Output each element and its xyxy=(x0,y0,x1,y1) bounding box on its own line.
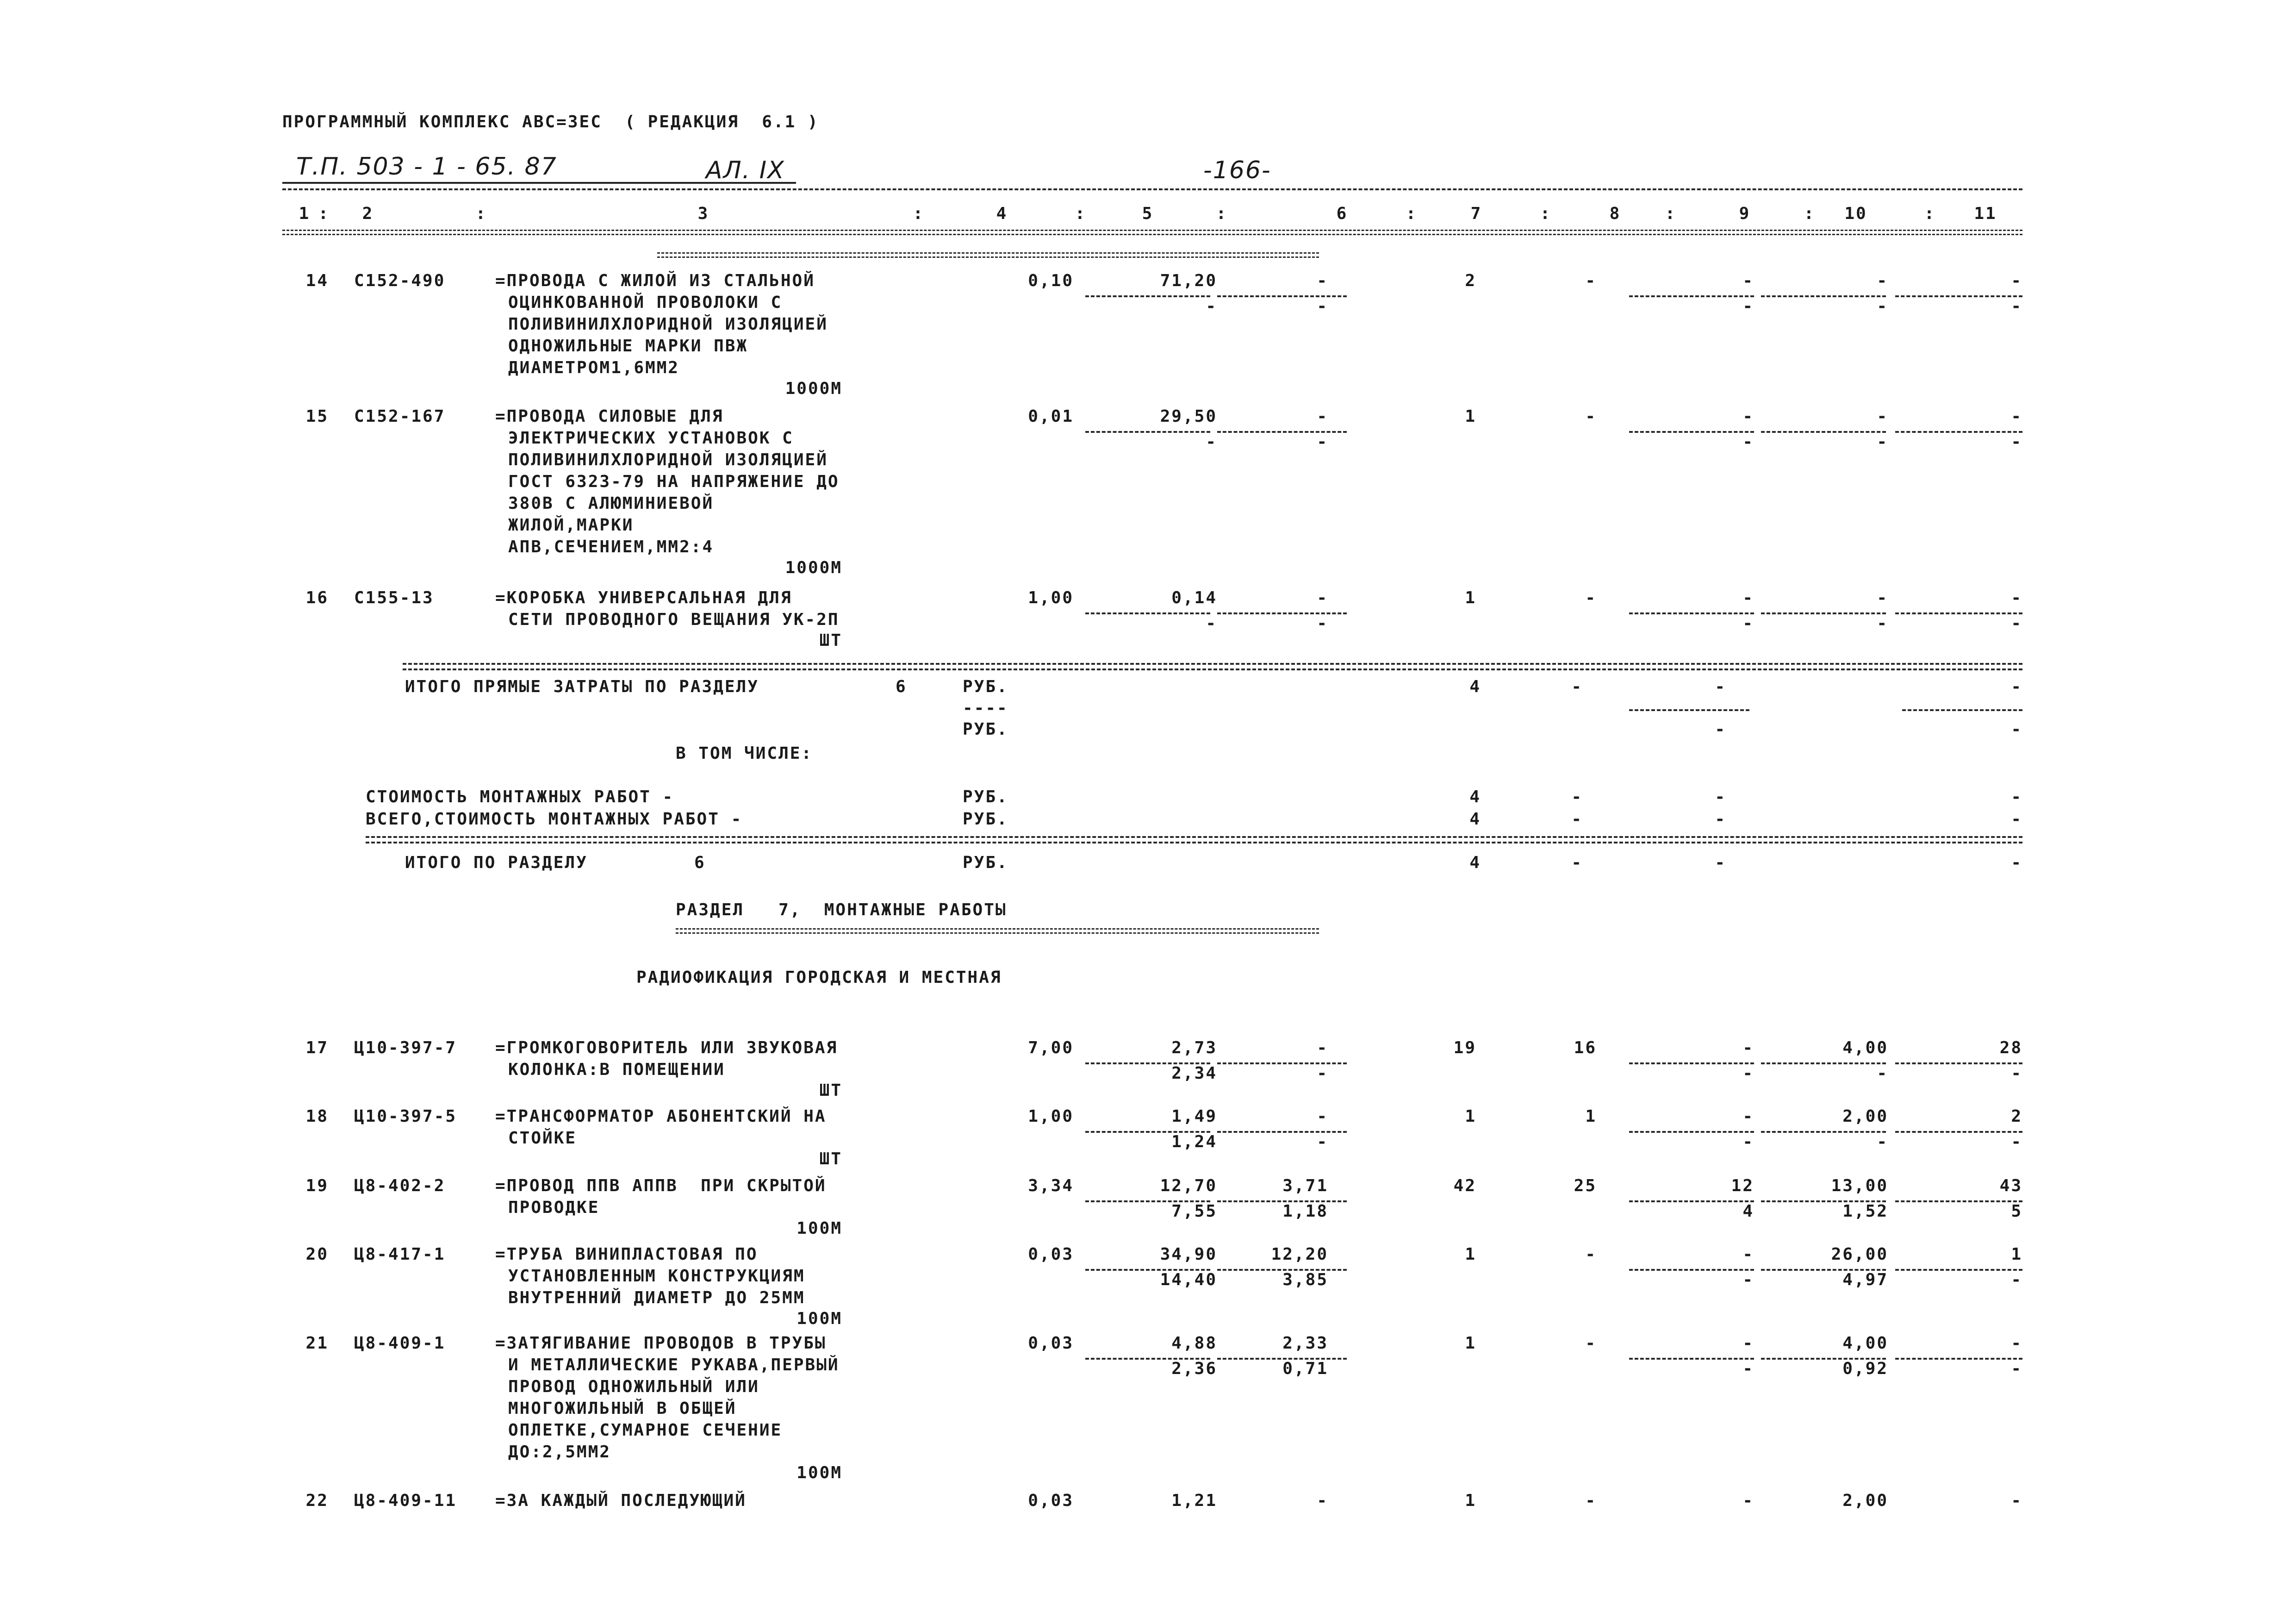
row-labor-machine-total: - xyxy=(2011,1132,2022,1151)
row-total-cost: 1 xyxy=(1465,1245,1476,1264)
row-labor-machine-total: - xyxy=(2011,1359,2022,1378)
direct-costs-c7: 4 xyxy=(1469,677,1481,696)
row-unit: ШТ xyxy=(819,1081,842,1100)
column-header-cell: : xyxy=(318,204,330,223)
row-unit-price-wage: - xyxy=(1206,432,1217,451)
column-header-rule xyxy=(282,230,2022,235)
section-total-c11: - xyxy=(2011,853,2022,872)
install-cost-c9: - xyxy=(1715,787,1726,806)
row-description-line: =ПРОВОДА С ЖИЛОЙ ИЗ СТАЛЬНОЙ xyxy=(495,271,815,290)
row-wage-total: 25 xyxy=(1574,1176,1597,1195)
direct-costs-c11-rule xyxy=(1902,709,2022,711)
row-code: Ц8-402-2 xyxy=(354,1176,446,1195)
column-header-cell: : xyxy=(475,204,487,223)
row-labor-machine-total: - xyxy=(2011,614,2022,633)
row-labor-total: - xyxy=(2011,271,2022,290)
row-labor-unit: - xyxy=(1877,588,1888,607)
total-install-c11: - xyxy=(2011,810,2022,829)
row-description-line: 380В С АЛЮМИНИЕВОЙ xyxy=(508,494,714,513)
row-description-line: =ЗАТЯГИВАНИЕ ПРОВОДОВ В ТРУБЫ xyxy=(495,1334,827,1353)
row-unit-price-wage: 14,40 xyxy=(1160,1270,1217,1289)
row-description-line: ПРОВОДКЕ xyxy=(508,1198,600,1217)
column-header-cell: : xyxy=(1665,204,1677,223)
row-labor-unit: 2,00 xyxy=(1842,1107,1888,1126)
row-description-line: ГОСТ 6323-79 НА НАПРЯЖЕНИЕ ДО xyxy=(508,472,840,491)
row-description-line: ОЦИНКОВАННОЙ ПРОВОЛОКИ С xyxy=(508,293,783,312)
direct-costs-c9b: - xyxy=(1715,720,1726,739)
direct-costs-section: 6 xyxy=(896,677,907,696)
column-header-cell: : xyxy=(1406,204,1418,223)
column-header-cell: 3 xyxy=(697,204,709,223)
page-number: -166- xyxy=(1203,156,1271,184)
direct-costs-rub-2: РУБ. xyxy=(963,720,1008,739)
row-code: С152-490 xyxy=(354,271,446,290)
row-total-cost: 42 xyxy=(1453,1176,1476,1195)
row-labor-unit: 4,00 xyxy=(1842,1038,1888,1057)
row-quantity: 0,03 xyxy=(1028,1334,1074,1353)
row-wage-price-machine: - xyxy=(1317,297,1328,316)
row-description-line: ПРОВОД ОДНОЖИЛЬНЫЙ ИЛИ xyxy=(508,1377,759,1396)
row-quantity: 0,10 xyxy=(1028,271,1074,290)
row-wage-price: 2,33 xyxy=(1282,1334,1328,1353)
row-machine-cost: - xyxy=(1742,1245,1754,1264)
column-header-cell: 6 xyxy=(1336,204,1348,223)
row-code: Ц8-417-1 xyxy=(354,1245,446,1264)
row-labor-unit: 4,00 xyxy=(1842,1334,1888,1353)
row-machine-cost: - xyxy=(1742,1491,1754,1510)
section-7-title: РАЗДЕЛ 7, МОНТАЖНЫЕ РАБОТЫ xyxy=(676,900,1007,919)
row-total-cost: 2 xyxy=(1465,271,1476,290)
row-number: 18 xyxy=(305,1107,329,1126)
row-unit: ШТ xyxy=(819,631,842,650)
doc-code-underline xyxy=(282,182,796,184)
row-wage-price: - xyxy=(1317,407,1328,426)
total-install-rub: РУБ. xyxy=(963,810,1008,829)
direct-costs-c8: - xyxy=(1571,677,1583,696)
row-labor-machine-total: - xyxy=(2011,1064,2022,1083)
row-code: С152-167 xyxy=(354,407,446,426)
row-total-cost: 1 xyxy=(1465,1107,1476,1126)
row-unit-price-wage: - xyxy=(1206,614,1217,633)
install-cost-rub: РУБ. xyxy=(963,787,1008,806)
row-wage-price-machine: - xyxy=(1317,1064,1328,1083)
row-unit-price-wage: 2,34 xyxy=(1171,1064,1217,1083)
row-wage-total: - xyxy=(1585,407,1597,426)
column-header-cell: : xyxy=(1075,204,1087,223)
row-machine-wage: - xyxy=(1742,614,1754,633)
row-wage-price: 12,20 xyxy=(1271,1245,1328,1264)
row-description-line: =ПРОВОД ППВ АППВ ПРИ СКРЫТОЙ xyxy=(495,1176,827,1195)
row-labor-total: - xyxy=(2011,1491,2022,1510)
row-machine-wage: - xyxy=(1742,432,1754,451)
row-total-cost: 1 xyxy=(1465,407,1476,426)
section-total-c8: - xyxy=(1571,853,1583,872)
row-total-cost: 1 xyxy=(1465,588,1476,607)
row-machine-cost: - xyxy=(1742,588,1754,607)
row-unit-price-wage: - xyxy=(1206,297,1217,316)
row-labor-total: - xyxy=(2011,588,2022,607)
row-unit-price: 2,73 xyxy=(1171,1038,1217,1057)
row-quantity: 0,01 xyxy=(1028,407,1074,426)
section-total-rule-2 xyxy=(366,842,2022,843)
row-wage-total: - xyxy=(1585,588,1597,607)
row-unit-price: 29,50 xyxy=(1160,407,1217,426)
row-description-line: =ТРАНСФОРМАТОР АБОНЕНТСКИЙ НА xyxy=(495,1107,827,1126)
direct-costs-rub-dash: ---- xyxy=(963,699,1008,718)
row-quantity: 0,03 xyxy=(1028,1245,1074,1264)
row-unit: 1000М xyxy=(785,379,842,398)
row-wage-total: - xyxy=(1585,1245,1597,1264)
row-unit: 100М xyxy=(796,1219,842,1238)
row-labor-machine-total: - xyxy=(2011,1270,2022,1289)
direct-costs-c9-rule xyxy=(1629,709,1749,711)
column-header-cell: 10 xyxy=(1844,204,1867,223)
row-number: 19 xyxy=(305,1176,329,1195)
row-total-cost: 1 xyxy=(1465,1491,1476,1510)
install-cost-c11: - xyxy=(2011,787,2022,806)
column-header-cell: : xyxy=(913,204,925,223)
row-labor-total: - xyxy=(2011,407,2022,426)
row-number: 20 xyxy=(305,1245,329,1264)
row-number: 16 xyxy=(305,588,329,607)
row-labor-unit: 13,00 xyxy=(1831,1176,1888,1195)
row-description-line: УСТАНОВЛЕННЫМ КОНСТРУКЦИЯМ xyxy=(508,1267,805,1286)
section-total-rub: РУБ. xyxy=(963,853,1008,872)
row-labor-unit: 26,00 xyxy=(1831,1245,1888,1264)
row-machine-cost: 12 xyxy=(1731,1176,1754,1195)
row-labor-unit: - xyxy=(1877,271,1888,290)
table-top-rule xyxy=(282,188,2022,190)
row-number: 17 xyxy=(305,1038,329,1057)
column-header-cell: : xyxy=(1216,204,1228,223)
install-cost-c7: 4 xyxy=(1469,787,1481,806)
row-quantity: 1,00 xyxy=(1028,588,1074,607)
row-description-line: ПОЛИВИНИЛХЛОРИДНОЙ ИЗОЛЯЦИЕЙ xyxy=(508,315,828,334)
row-unit-price: 0,14 xyxy=(1171,588,1217,607)
row-code: Ц8-409-1 xyxy=(354,1334,446,1353)
column-header-cell: 1 xyxy=(299,204,311,223)
row-unit-price-wage: 1,24 xyxy=(1171,1132,1217,1151)
row-wage-price-machine: - xyxy=(1317,1132,1328,1151)
row-description-line: ВНУТРЕННИЙ ДИАМЕТР ДО 25ММ xyxy=(508,1288,805,1307)
row-unit: 100М xyxy=(796,1463,842,1482)
section-total-rule xyxy=(366,836,2022,838)
row-number: 14 xyxy=(305,271,329,290)
row-labor-machine: - xyxy=(1877,1132,1888,1151)
row-wage-total: 1 xyxy=(1585,1107,1597,1126)
section-rule xyxy=(657,252,1319,258)
row-wage-price: - xyxy=(1317,271,1328,290)
row-code: С155-13 xyxy=(354,588,434,607)
row-labor-machine-total: - xyxy=(2011,297,2022,316)
row-quantity: 0,03 xyxy=(1028,1491,1074,1510)
column-header-cell: 4 xyxy=(996,204,1008,223)
doc-code: Т.П. 503 - 1 - 65. 87 xyxy=(296,153,557,181)
row-wage-total: - xyxy=(1585,1334,1597,1353)
direct-costs-label: ИТОГО ПРЯМЫЕ ЗАТРАТЫ ПО РАЗДЕЛУ xyxy=(405,677,759,696)
row-unit-price-wage: 2,36 xyxy=(1171,1359,1217,1378)
section-7-subtitle: РАДИОФИКАЦИЯ ГОРОДСКАЯ И МЕСТНАЯ xyxy=(636,968,1002,987)
row-machine-wage: - xyxy=(1742,1270,1754,1289)
row-machine-cost: - xyxy=(1742,407,1754,426)
row-description-line: =ТРУБА ВИНИПЛАСТОВАЯ ПО xyxy=(495,1245,758,1264)
row-description-line: КОЛОНКА:В ПОМЕЩЕНИИ xyxy=(508,1060,725,1079)
row-number: 22 xyxy=(305,1491,329,1510)
row-description-line: ПОЛИВИНИЛХЛОРИДНОЙ ИЗОЛЯЦИЕЙ xyxy=(508,450,828,469)
row-wage-price: - xyxy=(1317,588,1328,607)
row-code: Ц10-397-7 xyxy=(354,1038,457,1057)
row-wage-price-machine: - xyxy=(1317,614,1328,633)
row-labor-unit: 2,00 xyxy=(1842,1491,1888,1510)
row-total-cost: 1 xyxy=(1465,1334,1476,1353)
row-machine-cost: - xyxy=(1742,1038,1754,1057)
row-description-line: =ЗА КАЖДЫЙ ПОСЛЕДУЮЩИЙ xyxy=(495,1491,747,1510)
row-description-line: ЖИЛОЙ,МАРКИ xyxy=(508,516,634,535)
row-wage-price: - xyxy=(1317,1038,1328,1057)
column-header-cell: 7 xyxy=(1470,204,1482,223)
row-description-line: ДО:2,5ММ2 xyxy=(508,1443,611,1462)
row-labor-total: 2 xyxy=(2011,1107,2022,1126)
row-description-line: =КОРОБКА УНИВЕРСАЛЬНАЯ ДЛЯ xyxy=(495,588,792,607)
total-install-c9: - xyxy=(1715,810,1726,829)
row-unit-price-wage: 7,55 xyxy=(1171,1202,1217,1221)
column-header-cell: : xyxy=(1924,204,1936,223)
total-install-c8: - xyxy=(1571,810,1583,829)
row-machine-wage: - xyxy=(1742,1359,1754,1378)
row-number: 21 xyxy=(305,1334,329,1353)
row-machine-cost: - xyxy=(1742,1334,1754,1353)
section-total-label: ИТОГО ПО РАЗДЕЛУ xyxy=(405,853,588,872)
row-wage-total: - xyxy=(1585,1491,1597,1510)
row-wage-total: 16 xyxy=(1574,1038,1597,1057)
row-description-line: ДИАМЕТРОМ1,6ММ2 xyxy=(508,358,680,377)
row-unit: 1000М xyxy=(785,558,842,577)
row-labor-total: 28 xyxy=(1999,1038,2022,1057)
row-labor-machine-total: 5 xyxy=(2011,1202,2022,1221)
row-wage-price: 3,71 xyxy=(1282,1176,1328,1195)
section-total-c7: 4 xyxy=(1469,853,1481,872)
row-labor-total: - xyxy=(2011,1334,2022,1353)
row-machine-wage: - xyxy=(1742,1132,1754,1151)
section-7-title-rule xyxy=(676,928,1319,934)
column-header-cell: 11 xyxy=(1974,204,1997,223)
album-number: АЛ. IX xyxy=(706,156,785,184)
row-code: Ц10-397-5 xyxy=(354,1107,457,1126)
row-labor-machine: 4,97 xyxy=(1842,1270,1888,1289)
row-labor-machine: - xyxy=(1877,1064,1888,1083)
row-unit-price: 34,90 xyxy=(1160,1245,1217,1264)
total-install-label: ВСЕГО,СТОИМОСТЬ МОНТАЖНЫХ РАБОТ - xyxy=(366,810,743,829)
row-unit: 100М xyxy=(796,1309,842,1328)
row-description-line: ЭЛЕКТРИЧЕСКИХ УСТАНОВОК С xyxy=(508,429,794,448)
column-header-cell: : xyxy=(1804,204,1816,223)
row-description-line: АПВ,СЕЧЕНИЕМ,ММ2:4 xyxy=(508,537,714,556)
direct-costs-c9: - xyxy=(1715,677,1726,696)
row-description-line: СЕТИ ПРОВОДНОГО ВЕЩАНИЯ УК-2П xyxy=(508,610,840,629)
row-labor-total: 1 xyxy=(2011,1245,2022,1264)
row-unit-price: 71,20 xyxy=(1160,271,1217,290)
column-header-cell: : xyxy=(1540,204,1552,223)
row-machine-cost: - xyxy=(1742,271,1754,290)
install-cost-label: СТОИМОСТЬ МОНТАЖНЫХ РАБОТ - xyxy=(366,787,674,806)
row-description-line: =ГРОМКОГОВОРИТЕЛЬ ИЛИ ЗВУКОВАЯ xyxy=(495,1038,838,1057)
row-unit-price: 1,49 xyxy=(1171,1107,1217,1126)
row-wage-price: - xyxy=(1317,1107,1328,1126)
row-description-line: ОПЛЕТКЕ,СУМАРНОЕ СЕЧЕНИЕ xyxy=(508,1421,783,1440)
row-wage-price-machine: 0,71 xyxy=(1282,1359,1328,1378)
direct-costs-rub: РУБ. xyxy=(963,677,1008,696)
row-machine-wage: 4 xyxy=(1742,1202,1754,1221)
row-wage-price-machine: 3,85 xyxy=(1282,1270,1328,1289)
row-description-line: ОДНОЖИЛЬНЫЕ МАРКИ ПВЖ xyxy=(508,337,748,356)
column-header-cell: 2 xyxy=(362,204,374,223)
row-labor-unit: - xyxy=(1877,407,1888,426)
row-quantity: 3,34 xyxy=(1028,1176,1074,1195)
row-unit: ШТ xyxy=(819,1149,842,1168)
section-total-c9: - xyxy=(1715,853,1726,872)
row-number: 15 xyxy=(305,407,329,426)
column-header-cell: 8 xyxy=(1609,204,1621,223)
totals-top-rule-2 xyxy=(403,668,2022,670)
row-wage-price-machine: - xyxy=(1317,432,1328,451)
row-labor-machine: - xyxy=(1877,432,1888,451)
column-header-cell: 5 xyxy=(1142,204,1154,223)
total-install-c7: 4 xyxy=(1469,810,1481,829)
including-label: В ТОМ ЧИСЛЕ: xyxy=(676,744,813,763)
row-labor-machine: 1,52 xyxy=(1842,1202,1888,1221)
row-labor-machine-total: - xyxy=(2011,432,2022,451)
row-unit-price: 1,21 xyxy=(1171,1491,1217,1510)
row-description-line: =ПРОВОДА СИЛОВЫЕ ДЛЯ xyxy=(495,407,724,426)
row-machine-wage: - xyxy=(1742,1064,1754,1083)
program-header: ПРОГРАММНЫЙ КОМПЛЕКС АВС=3ЕС ( РЕДАКЦИЯ 6.1 ) xyxy=(282,112,819,131)
row-machine-cost: - xyxy=(1742,1107,1754,1126)
row-labor-machine: - xyxy=(1877,297,1888,316)
row-unit-price: 12,70 xyxy=(1160,1176,1217,1195)
row-wage-price: - xyxy=(1317,1491,1328,1510)
row-description-line: СТОЙКЕ xyxy=(508,1129,577,1148)
row-code: Ц8-409-11 xyxy=(354,1491,457,1510)
row-quantity: 1,00 xyxy=(1028,1107,1074,1126)
totals-top-rule xyxy=(403,663,2022,665)
row-description-line: И МЕТАЛЛИЧЕСКИЕ РУКАВА,ПЕРВЫЙ xyxy=(508,1355,840,1374)
install-cost-c8: - xyxy=(1571,787,1583,806)
direct-costs-c11: - xyxy=(2011,677,2022,696)
row-quantity: 7,00 xyxy=(1028,1038,1074,1057)
row-machine-wage: - xyxy=(1742,297,1754,316)
row-unit-price: 4,88 xyxy=(1171,1334,1217,1353)
row-description-line: МНОГОЖИЛЬНЫЙ В ОБЩЕЙ xyxy=(508,1399,737,1418)
section-total-number: 6 xyxy=(694,853,706,872)
row-labor-machine: - xyxy=(1877,614,1888,633)
row-labor-total: 43 xyxy=(1999,1176,2022,1195)
row-wage-price-machine: 1,18 xyxy=(1282,1202,1328,1221)
row-labor-machine: 0,92 xyxy=(1842,1359,1888,1378)
row-total-cost: 19 xyxy=(1453,1038,1476,1057)
direct-costs-c11b: - xyxy=(2011,720,2022,739)
row-wage-total: - xyxy=(1585,271,1597,290)
column-header-cell: 9 xyxy=(1739,204,1751,223)
